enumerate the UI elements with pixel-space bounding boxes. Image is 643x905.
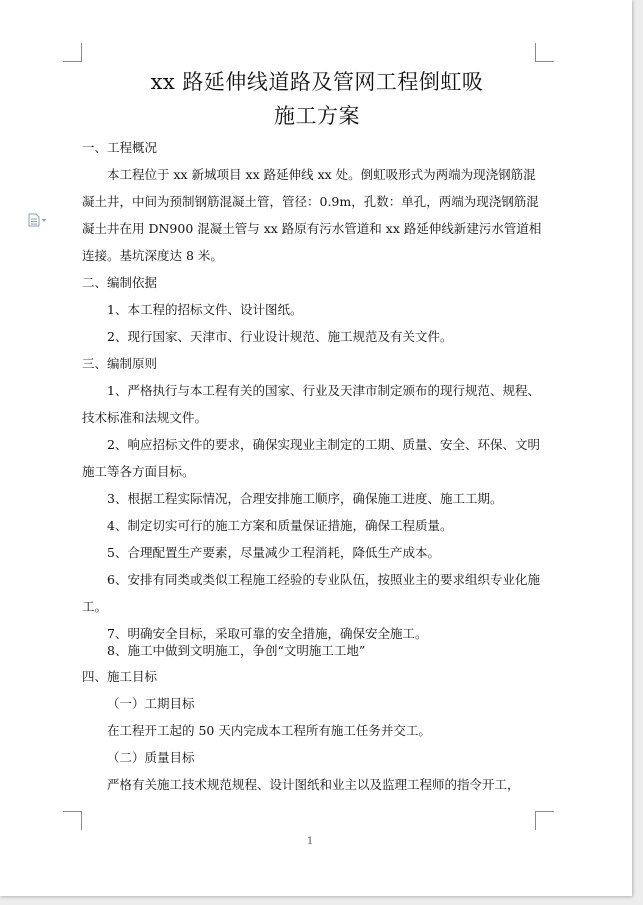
goal-schedule-text: 在工程开工起的 50 天内完成本工程所有施工任务并交工。 [107, 723, 431, 738]
basis-item-2: 2、现行国家、天津市、行业设计规范、施工规范及有关文件。 [107, 329, 453, 344]
paragraph-layout-icon[interactable] [27, 212, 49, 226]
crop-mark-top-right [535, 43, 554, 62]
section-heading-principles: 三、编制原则 [82, 356, 158, 371]
page-number: 1 [306, 836, 314, 847]
principle-item-4: 4、制定切实可行的施工方案和质量保证措施，确保工程质量。 [107, 518, 453, 533]
section-heading-overview: 一、工程概况 [82, 140, 158, 155]
principle-item-2: 2、响应招标文件的要求，确保实现业主制定的工期、质量、安全、环保、文明施工等各方面目标。 [82, 437, 540, 479]
principle-item-1: 1、严格执行与本工程有关的国家、行业及天津市制定颁布的现行规范、规程、技术标准和法规文件。 [82, 383, 540, 425]
overview-paragraph: 本工程位于 xx 新城项目 xx 路延伸线 xx 处。倒虹吸形式为两端为现浇钢筋混凝土井，中间为预制钢筋混凝土管，管径：0.9m，孔数：单孔，两端为现浇钢筋混凝土井在用 DN900 混凝土管与 xx 路原有污水管道和 xx 路延伸线新建污水管道相连接。基坑深度达 8 米。 [82, 167, 542, 263]
goal-subheading-schedule: （一）工期目标 [107, 696, 195, 711]
section-heading-goals: 四、施工目标 [82, 669, 158, 684]
principle-item-5: 5、合理配置生产要素，尽量减少工程消耗，降低生产成本。 [107, 545, 440, 560]
principle-item-8: 8、施工中做到文明施工，争创“文明施工工地” [107, 643, 366, 658]
principle-item-7: 7、明确安全目标，采取可靠的安全措施，确保安全施工。 [107, 626, 428, 641]
crop-mark-bottom-right [535, 811, 554, 830]
document-title-line2: 施工方案 [274, 104, 360, 128]
document-body [82, 134, 542, 798]
section-heading-basis: 二、编制依据 [82, 275, 158, 290]
goal-subheading-quality: （二）质量目标 [107, 750, 195, 765]
crop-mark-top-left [63, 43, 82, 62]
principle-item-6: 6、安排有同类或类似工程施工经验的专业队伍，按照业主的要求组织专业化施工。 [82, 572, 540, 614]
document-title-line1: xx 路延伸线道路及管网工程倒虹吸 [150, 70, 484, 94]
basis-item-1: 1、本工程的招标文件、设计图纸。 [107, 302, 303, 317]
crop-mark-bottom-left [63, 811, 82, 830]
principle-item-3: 3、根据工程实际情况，合理安排施工顺序，确保施工进度、施工工期。 [107, 491, 503, 506]
goal-quality-text: 严格有关施工技术规范规程、设计图纸和业主以及监理工程师的指令开工， [107, 777, 520, 792]
